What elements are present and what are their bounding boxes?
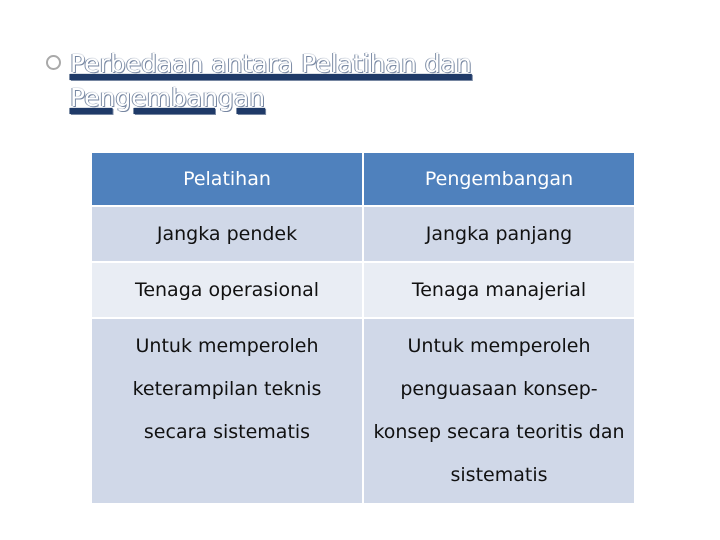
header-pelatihan: Pelatihan	[91, 152, 363, 206]
table-cell: Tenaga manajerial	[363, 262, 635, 318]
comparison-table	[90, 151, 636, 505]
title-line-2: Pengembangan	[70, 83, 266, 112]
table-header-row	[91, 152, 635, 206]
title-text	[70, 47, 606, 115]
table-cell: Jangka panjang	[363, 206, 635, 262]
table-row	[91, 206, 635, 262]
table-cell-right	[363, 318, 635, 504]
cell-line: keterampilan teknis	[132, 378, 322, 400]
cell-line: Untuk memperoleh	[135, 335, 319, 357]
cell-line: konsep secara teoritis dan	[373, 421, 625, 443]
table-row	[91, 262, 635, 318]
title-line-1: Perbedaan antara Pelatihan dan	[70, 49, 472, 78]
cell-line: Untuk memperoleh	[407, 335, 591, 357]
slide-title	[46, 47, 606, 115]
table-cell-left	[91, 318, 363, 504]
table-cell: Tenaga operasional	[91, 262, 363, 318]
table-row	[91, 318, 635, 504]
bullet-circle-icon	[46, 55, 61, 70]
cell-line: penguasaan konsep-	[400, 378, 598, 400]
table-cell: Jangka pendek	[91, 206, 363, 262]
cell-line: sistematis	[450, 464, 548, 486]
header-pengembangan: Pengembangan	[363, 152, 635, 206]
cell-line: secara sistematis	[143, 421, 311, 443]
